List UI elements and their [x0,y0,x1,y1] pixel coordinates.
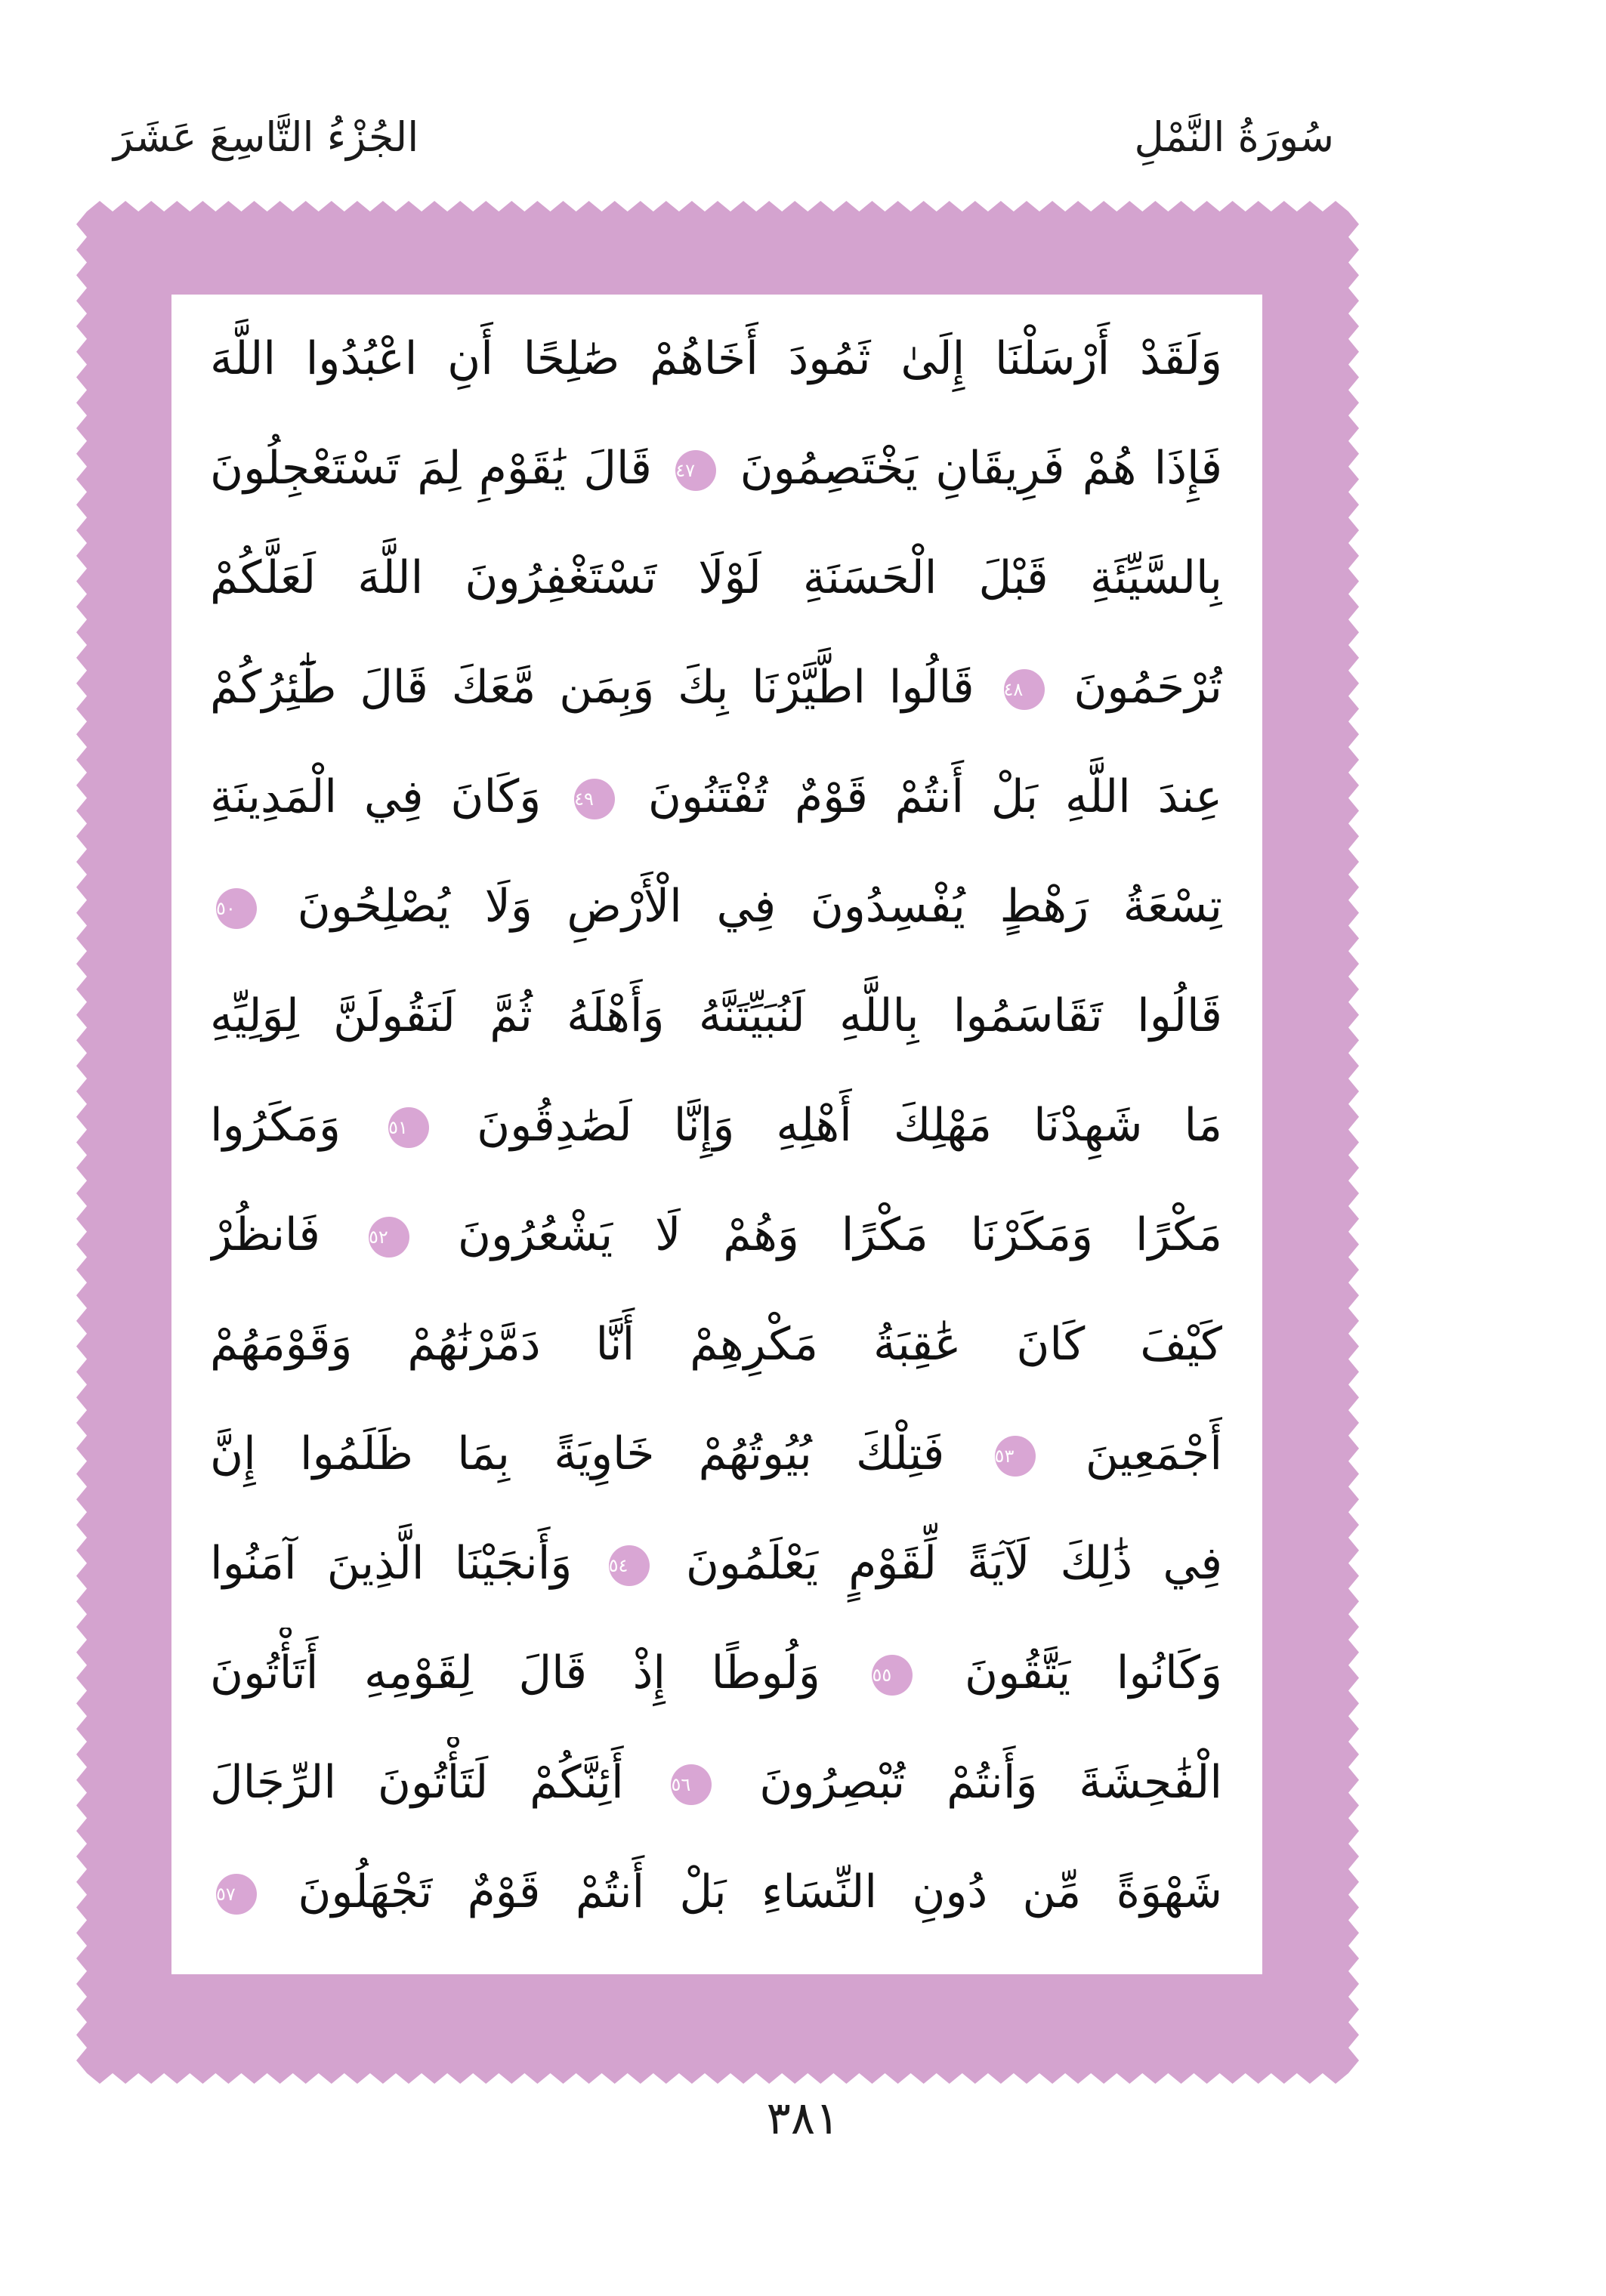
verse-text: وَكَانَ فِي الْمَدِينَةِ [210,770,542,823]
ayah-number-marker: ٥٢ [369,1217,409,1258]
verse-text: وَلَقَدْ أَرْسَلْنَا إِلَىٰ ثَمُودَ أَخَاهُمْ صَٰلِحًا أَنِ اعْبُدُوا اللَّهَ [210,332,1222,385]
verse-text: وَلُوطًا إِذْ قَالَ لِقَوْمِهِ أَتَأْتُونَ [210,1646,820,1699]
verse-line [210,423,1222,514]
verse-text: مَا شَهِدْنَا مَهْلِكَ أَهْلِهِ وَإِنَّا لَصَٰدِقُونَ [477,1099,1222,1152]
verse-text: فَانظُرْ [210,1208,320,1261]
ayah-number-marker: ٥٥ [872,1655,913,1696]
verse-text: وَكَانُوا يَتَّقُونَ [965,1646,1222,1699]
verse-text: تِسْعَةُ رَهْطٍ يُفْسِدُونَ فِي الْأَرْضِ وَلَا يُصْلِحُونَ [297,880,1222,933]
ayah-number-marker: ٤٧ [675,450,716,491]
ayah-number-marker: ٥٠ [216,888,257,929]
verse-text: قَالَ يَٰقَوْمِ لِمَ تَسْتَعْجِلُونَ [210,442,652,495]
verse-line [210,861,1222,952]
verse-text: فَإِذَا هُمْ فَرِيقَانِ يَخْتَصِمُونَ [740,442,1222,495]
verse-line [210,532,1222,623]
surah-title: سُورَةُ النَّمْلِ [1134,113,1334,161]
ayah-number-marker: ٤٨ [1004,669,1045,710]
verse-line [210,1080,1222,1171]
verse-text: فَتِلْكَ بُيُوتُهُمْ خَاوِيَةً بِمَا ظَلَمُوا إِنَّ [210,1427,945,1480]
verse-line [210,1628,1222,1718]
verse-text: شَهْوَةً مِّن دُونِ النِّسَاءِ بَلْ أَنتُمْ قَوْمٌ تَجْهَلُونَ [298,1866,1222,1918]
ayah-number-marker: ٥٧ [216,1874,257,1915]
verse-line [210,751,1222,842]
verse-line [210,1409,1222,1499]
verse-text: عِندَ اللَّهِ بَلْ أَنتُمْ قَوْمٌ تُفْتَنُونَ [647,770,1222,823]
verse-line [210,1847,1222,1937]
verse-line [210,642,1222,733]
verse-line [210,971,1222,1061]
verse-line [210,1518,1222,1609]
verse-text: كَيْفَ كَانَ عَٰقِبَةُ مَكْرِهِمْ أَنَّا دَمَّرْنَٰهُمْ وَقَوْمَهُمْ [210,1318,1222,1371]
ayah-number-marker: ٤٩ [574,779,615,819]
verse-text: فِي ذَٰلِكَ لَآيَةً لِّقَوْمٍ يَعْلَمُونَ [685,1537,1222,1590]
ayah-number-marker: ٥٦ [671,1764,712,1805]
verse-text: بِالسَّيِّئَةِ قَبْلَ الْحَسَنَةِ لَوْلَا تَسْتَغْفِرُونَ اللَّهَ لَعَلَّكُمْ [210,551,1222,604]
page-number: ٣٨١ [766,2092,840,2145]
verse-line [210,1190,1222,1280]
verse-text: أَئِنَّكُمْ لَتَأْتُونَ الرِّجَالَ [210,1756,624,1809]
verse-text: قَالُوا اطَّيَّرْنَا بِكَ وَبِمَن مَّعَكَ قَالَ طَٰٓئِرُكُمْ [210,661,974,714]
verse-text: أَجْمَعِينَ [1085,1427,1222,1480]
ayah-number-marker: ٥١ [388,1107,429,1148]
verse-text: تُرْحَمُونَ [1073,661,1222,714]
verse-text: مَكْرًا وَمَكَرْنَا مَكْرًا وَهُمْ لَا يَشْعُرُونَ [457,1208,1222,1261]
verse-line [210,1299,1222,1390]
verse-line [210,313,1222,404]
verse-text: وَأَنجَيْنَا الَّذِينَ آمَنُوا [210,1537,573,1590]
ayah-number-marker: ٥٤ [609,1545,650,1586]
verse-text: الْفَٰحِشَةَ وَأَنتُمْ تُبْصِرُونَ [759,1756,1222,1809]
juz-title: الجُزْءُ التَّاسِعَ عَشَرَ [113,113,419,161]
verse-line [210,1737,1222,1828]
verse-text: قَالُوا تَقَاسَمُوا بِاللَّهِ لَنُبَيِّتَنَّهُ وَأَهْلَهُ ثُمَّ لَنَقُولَنَّ لِوَلِيِّهِ [210,989,1222,1042]
verse-text: وَمَكَرُوا [210,1099,341,1152]
ayah-number-marker: ٥٣ [995,1436,1036,1477]
